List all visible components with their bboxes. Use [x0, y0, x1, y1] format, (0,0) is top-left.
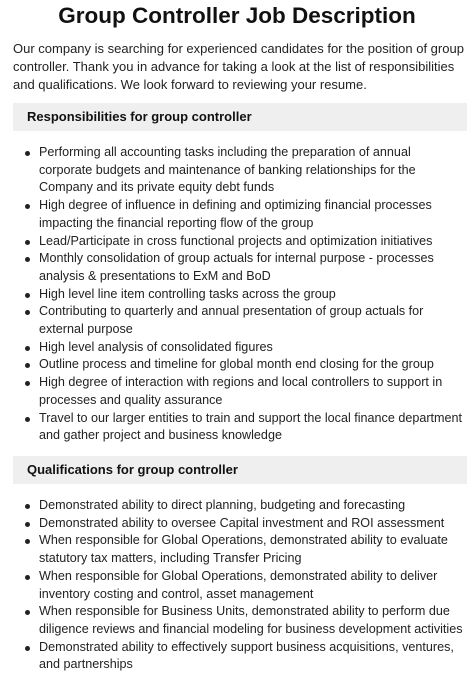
qualification-item: When responsible for Business Units, demonstrated ability to perform due diligence reviews and financial modeling for business development activities [39, 603, 467, 638]
qualifications-list [13, 497, 467, 674]
responsibility-item: Performing all accounting tasks including the preparation of annual corporate budgets and maintenance of banking relationships for the Company and its private equity debt funds [39, 144, 467, 197]
responsibilities-list [13, 144, 467, 445]
responsibilities-heading: Responsibilities for group controller [13, 103, 467, 131]
responsibility-item: High level analysis of consolidated figures [39, 339, 467, 357]
responsibility-item: High degree of influence in defining and optimizing financial processes impacting the financial reporting flow of the group [39, 197, 467, 232]
responsibility-item: Lead/Participate in cross functional projects and optimization initiatives [39, 233, 467, 251]
responsibility-item: Monthly consolidation of group actuals for internal purpose - processes analysis & presentations to ExM and BoD [39, 250, 467, 285]
responsibility-item: Contributing to quarterly and annual presentation of group actuals for external purpose [39, 303, 467, 338]
responsibility-item: High level line item controlling tasks across the group [39, 286, 467, 304]
qualification-item: Demonstrated ability to direct planning, budgeting and forecasting [39, 497, 467, 515]
responsibility-item: Outline process and timeline for global month end closing for the group [39, 356, 467, 374]
qualification-item: When responsible for Global Operations, demonstrated ability to deliver inventory costing and control, asset management [39, 568, 467, 603]
intro-paragraph: Our company is searching for experienced candidates for the position of group controller. Thank you in advance for taking a look at the list of responsibilities and qualifications. We look forward to reviewing your resume. [13, 41, 464, 92]
qualification-item: Demonstrated ability to oversee Capital investment and ROI assessment [39, 515, 467, 533]
responsibility-item: High degree of interaction with regions and local controllers to support in processes and quality assurance [39, 374, 467, 409]
responsibility-item: Travel to our larger entities to train and support the local finance department and gather project and business knowledge [39, 410, 467, 445]
qualification-item: When responsible for Global Operations, demonstrated ability to evaluate statutory tax matters, including Transfer Pricing [39, 532, 467, 567]
qualification-item: Demonstrated ability to effectively support business acquisitions, ventures, and partnerships [39, 639, 467, 674]
qualifications-heading: Qualifications for group controller [13, 456, 467, 484]
page-title: Group Controller Job Description [58, 3, 416, 28]
